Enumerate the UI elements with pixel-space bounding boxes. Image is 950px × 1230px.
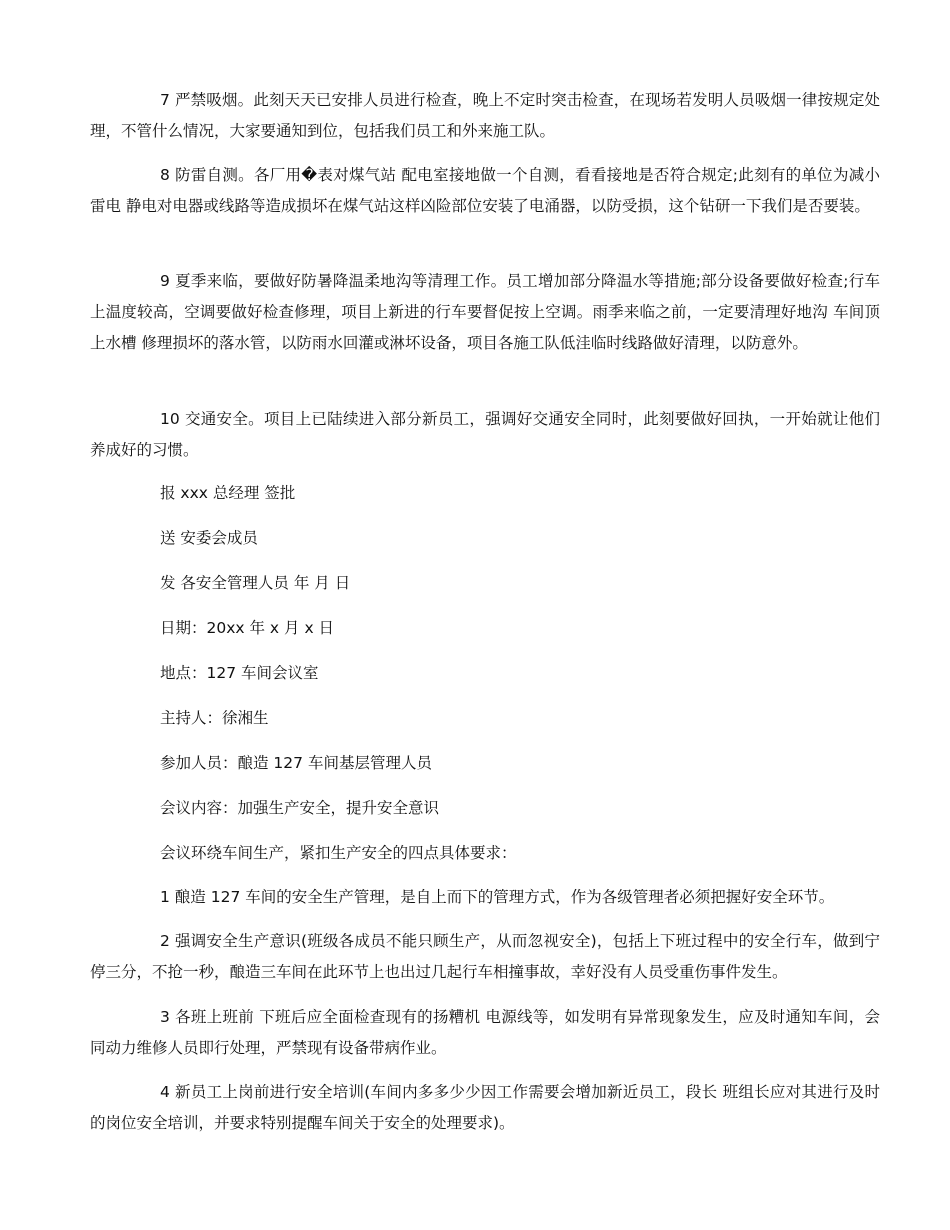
meeting-location: 地点：127 车间会议室 (160, 664, 319, 682)
requirement-2: 2 强调安全生产意识(班级各成员不能只顾生产，从而忽视安全)，包括上下班过程中的安全行车，做到宁停三分，不抢一秒，酿造三车间在此环节上也出过几起行车相撞事故，幸好没有人员受重伤事件发生。 (90, 932, 880, 981)
meeting-date: 日期：20xx 年 x 月 x 日 (160, 619, 335, 637)
meeting-host: 主持人：徐湘生 (160, 709, 269, 727)
requirement-4: 4 新员工上岗前进行安全培训(车间内多多少少因工作需要会增加新近员工，段长 班组长应对其进行及时的岗位安全培训，并要求特别提醒车间关于安全的处理要求)。 (90, 1083, 880, 1132)
routing-issue: 发 各安全管理人员 年 月 日 (160, 574, 351, 592)
meeting-content: 会议内容：加强生产安全，提升安全意识 (160, 799, 440, 817)
routing-report: 报 xxx 总经理 签批 (160, 484, 296, 502)
paragraph-traffic-safety: 10 交通安全。项目上已陆续进入部分新员工，强调好交通安全同时，此刻要做好回执，一开始就让他们养成好的习惯。 (90, 410, 880, 459)
meeting-intro: 会议环绕车间生产，紧扣生产安全的四点具体要求： (160, 844, 517, 862)
paragraph-summer-prep: 9 夏季来临，要做好防暑降温柔地沟等清理工作。员工增加部分降温水等措施;部分设备要做好检查;行车上温度较高，空调要做好检查修理，项目上新进的行车要督促按上空调。雨季来临之前，一定要清理好地沟 车间顶上水槽 修理损坏的落水管，以防雨水回灌或淋坏设备，项目各施工队低洼临时线路做好清理，以防意外。 (90, 272, 880, 352)
requirement-1: 1 酿造 127 车间的安全生产管理，是自上而下的管理方式，作为各级管理者必须把握好安全环节。 (160, 888, 835, 906)
meeting-attendees: 参加人员：酿造 127 车间基层管理人员 (160, 754, 432, 772)
requirement-3: 3 各班上班前 下班后应全面检查现有的扬糟机 电源线等，如发明有异常现象发生，应及时通知车间，会同动力维修人员即行处理，严禁现有设备带病作业。 (90, 1008, 880, 1057)
paragraph-lightning-test: 8 防雷自测。各厂用�表对煤气站 配电室接地做一个自测，看看接地是否符合规定;此刻有的单位为减小雷电 静电对电器或线路等造成损坏在煤气站这样凶险部位安装了电涌器，以防受损，这个钻研一下我们是否要装。 (90, 166, 880, 215)
routing-send: 送 安委会成员 (160, 529, 258, 547)
paragraph-no-smoking: 7 严禁吸烟。此刻天天已安排人员进行检查，晚上不定时突击检查，在现场若发明人员吸烟一律按规定处理，不管什么情况，大家要通知到位，包括我们员工和外来施工队。 (90, 91, 880, 140)
